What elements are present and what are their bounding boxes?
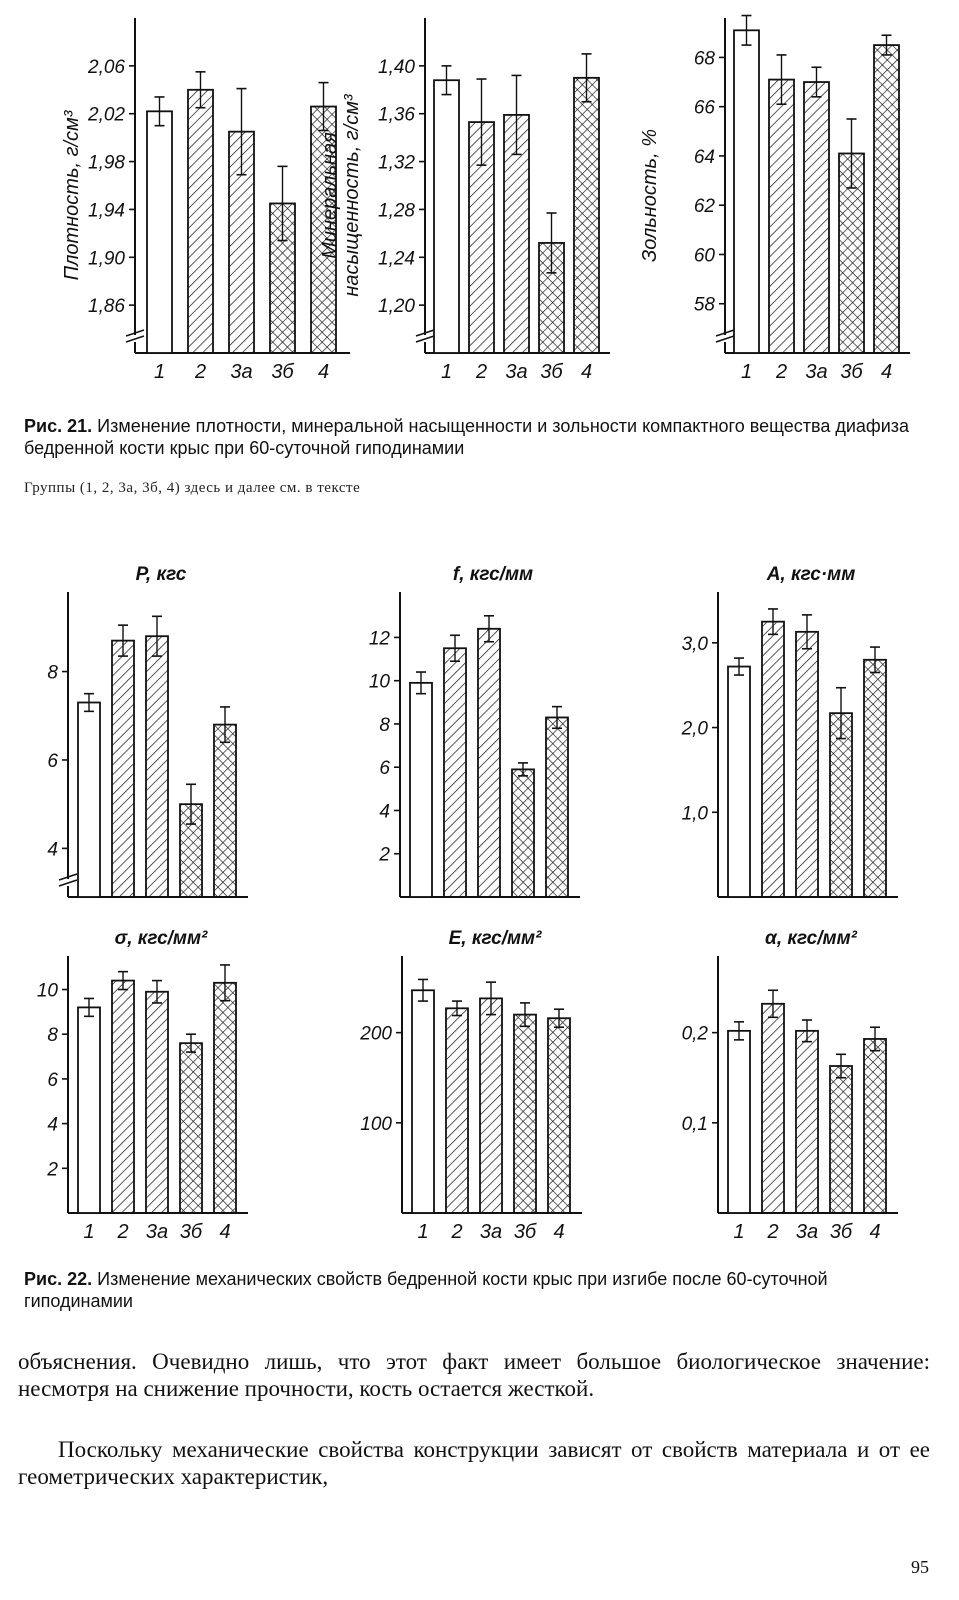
x-tick-label: 3а xyxy=(795,1221,819,1243)
x-tick-label: 3б xyxy=(840,361,863,383)
x-tick-label: 3б xyxy=(513,1221,537,1243)
bar-group-2 xyxy=(446,1008,468,1213)
y-tick-label: 66 xyxy=(693,97,715,119)
bar-group-2 xyxy=(112,981,134,1213)
bar-group-3б xyxy=(830,713,852,897)
x-tick-label: 4 xyxy=(219,1221,231,1243)
bar-group-3а xyxy=(804,82,829,353)
x-tick-label: 2 xyxy=(194,361,207,383)
y-tick-label: 8 xyxy=(47,662,58,684)
y-tick-label: 3,0 xyxy=(681,633,708,655)
bar-group-3а xyxy=(796,1031,818,1213)
bar-group-3б xyxy=(514,1015,536,1213)
y-axis-label: Минеральная xyxy=(319,132,341,259)
y-tick-label: 4 xyxy=(47,839,58,861)
chart-title: σ, кгс/мм² xyxy=(114,928,208,949)
y-tick-label: 10 xyxy=(36,980,58,1002)
y-tick-label: 62 xyxy=(693,196,715,218)
y-tick-label: 200 xyxy=(360,1023,392,1045)
y-tick-label: 100 xyxy=(360,1113,392,1135)
y-tick-label: 64 xyxy=(693,146,715,168)
bar-group-4 xyxy=(214,725,236,897)
x-tick-label: 4 xyxy=(580,361,593,383)
y-tick-label: 58 xyxy=(693,294,715,316)
chart-ash-content xyxy=(620,10,930,390)
bar-group-3а xyxy=(146,992,168,1213)
y-tick-label: 1,94 xyxy=(88,200,125,222)
y-tick-label: 68 xyxy=(693,48,715,70)
chart-density xyxy=(40,10,330,390)
bar-group-2 xyxy=(769,80,794,353)
page-number: 95 xyxy=(911,1557,929,1577)
figure-21-label: Рис. 21. xyxy=(24,416,93,436)
y-tick-label: 4 xyxy=(47,1114,58,1136)
x-tick-label: 3а xyxy=(145,1221,169,1243)
x-tick-label: 1 xyxy=(740,361,753,383)
bar-group-1 xyxy=(728,1031,750,1213)
y-tick-label: 2 xyxy=(379,844,390,866)
y-tick-label: 1,90 xyxy=(88,248,125,270)
y-tick-label: 6 xyxy=(379,758,390,780)
x-tick-label: 3а xyxy=(230,361,253,383)
figure-22-label: Рис. 22. xyxy=(24,1269,93,1289)
bar-group-3б xyxy=(180,1043,202,1213)
bar-group-1 xyxy=(78,703,100,897)
x-tick-label: 2 xyxy=(475,361,488,383)
bar-group-4 xyxy=(874,45,899,353)
x-tick-label: 3б xyxy=(829,1221,853,1243)
y-tick-label: 8 xyxy=(47,1025,58,1047)
x-tick-label: 3б xyxy=(540,361,563,383)
chart-title: P, кгс xyxy=(135,564,187,585)
x-tick-label: 3а xyxy=(805,361,828,383)
bar-group-4 xyxy=(548,1018,570,1213)
bar-group-3а xyxy=(146,636,168,897)
y-tick-label: 2,0 xyxy=(681,718,708,740)
y-tick-label: 2,06 xyxy=(88,56,125,78)
x-tick-label: 4 xyxy=(317,361,330,383)
x-tick-label: 4 xyxy=(880,361,893,383)
bar-group-4 xyxy=(864,1039,886,1213)
y-tick-label: 1,36 xyxy=(378,104,415,126)
bar-group-1 xyxy=(434,80,459,353)
bar-group-1 xyxy=(78,1007,100,1213)
bar-group-2 xyxy=(188,90,213,353)
x-tick-label: 1 xyxy=(83,1221,95,1243)
bar-group-3б xyxy=(512,769,534,897)
y-tick-label: 60 xyxy=(693,245,715,267)
bar-group-3б xyxy=(830,1066,852,1213)
bar-group-3а xyxy=(480,998,502,1213)
y-tick-label: 1,32 xyxy=(378,152,415,174)
x-tick-label: 1 xyxy=(153,361,166,383)
bar-group-1 xyxy=(412,990,434,1213)
x-tick-label: 4 xyxy=(869,1221,881,1243)
chart-strength-sigma xyxy=(20,918,250,1248)
bar-group-2 xyxy=(762,1004,784,1213)
y-tick-label: 12 xyxy=(368,628,390,650)
y-axis-label: Плотность, г/см³ xyxy=(61,110,83,281)
y-axis-label: Зольность, % xyxy=(639,129,661,262)
figure-21-text: Изменение плотности, минеральной насыщенности и зольности компактного вещества диафиза бедренной кости крыс при 60-суточной гиподинамии xyxy=(24,416,910,458)
x-tick-label: 2 xyxy=(775,361,788,383)
y-axis-label: насыщенность, г/см³ xyxy=(341,94,363,297)
x-tick-label: 3б xyxy=(271,361,294,383)
bar-group-2 xyxy=(112,641,134,897)
x-tick-label: 3а xyxy=(479,1221,503,1243)
chart-mineral-saturation xyxy=(317,10,620,390)
x-tick-label: 4 xyxy=(553,1221,565,1243)
bar-group-2 xyxy=(762,622,784,897)
body-paragraph-1: объяснения. Очевидно лишь, что этот факт имеет большое биологическое значение: несмотря на снижение прочности, кость остается жесткой. xyxy=(18,1349,930,1401)
y-tick-label: 6 xyxy=(47,750,58,772)
y-tick-label: 1,28 xyxy=(378,200,415,222)
chart-title: E, кгс/мм² xyxy=(448,928,542,949)
x-tick-label: 3а xyxy=(505,361,528,383)
x-tick-label: 2 xyxy=(451,1221,463,1243)
chart-modulus-e xyxy=(340,918,590,1248)
x-tick-label: 1 xyxy=(417,1221,429,1243)
figure-21-note: Группы (1, 2, 3а, 3б, 4) здесь и далее см. в тексте xyxy=(24,480,361,496)
y-tick-label: 1,98 xyxy=(88,152,125,174)
x-tick-label: 2 xyxy=(117,1221,129,1243)
chart-work-a xyxy=(670,560,920,900)
bar-group-1 xyxy=(147,111,172,353)
x-tick-label: 2 xyxy=(767,1221,779,1243)
y-tick-label: 1,20 xyxy=(378,296,415,318)
chart-title: α, кгс/мм² xyxy=(765,928,857,949)
bar-group-4 xyxy=(864,660,886,897)
x-tick-label: 1 xyxy=(733,1221,745,1243)
y-tick-label: 0,1 xyxy=(681,1113,708,1135)
bar-group-1 xyxy=(728,667,750,897)
y-tick-label: 2 xyxy=(47,1159,58,1181)
y-tick-label: 4 xyxy=(379,801,390,823)
chart-alpha xyxy=(670,918,920,1248)
y-tick-label: 1,0 xyxy=(681,803,708,825)
chart-deflection-f xyxy=(340,560,590,900)
bar-group-4 xyxy=(574,78,599,353)
body-paragraph-2: Поскольку механические свойства конструкции зависят от свойств материала и от ее геометрических характеристик, xyxy=(18,1437,930,1489)
y-tick-label: 1,40 xyxy=(378,56,415,78)
bar-group-4 xyxy=(214,983,236,1213)
bar-group-4 xyxy=(546,717,568,897)
x-tick-label: 1 xyxy=(440,361,453,383)
figure-22-text: Изменение механических свойств бедренной кости крыс при изгибе после 60-суточной гиподинамии xyxy=(24,1269,828,1311)
y-tick-label: 0,2 xyxy=(681,1023,708,1045)
bar-group-2 xyxy=(444,648,466,897)
bar-group-3а xyxy=(796,632,818,897)
bar-group-3а xyxy=(478,629,500,897)
y-tick-label: 8 xyxy=(379,714,390,736)
chart-load-p xyxy=(20,560,250,900)
figure-21-caption xyxy=(24,415,939,459)
y-tick-label: 6 xyxy=(47,1069,58,1091)
chart-title: A, кгс·мм xyxy=(766,564,856,585)
chart-title: f, кгс/мм xyxy=(452,564,534,585)
x-tick-label: 3б xyxy=(179,1221,203,1243)
figure-22-caption xyxy=(24,1268,939,1312)
y-tick-label: 2,02 xyxy=(88,104,125,126)
y-tick-label: 10 xyxy=(368,671,390,693)
bar-group-1 xyxy=(410,683,432,897)
y-tick-label: 1,24 xyxy=(378,248,415,270)
y-tick-label: 1,86 xyxy=(88,296,125,318)
bar-group-1 xyxy=(734,30,759,353)
